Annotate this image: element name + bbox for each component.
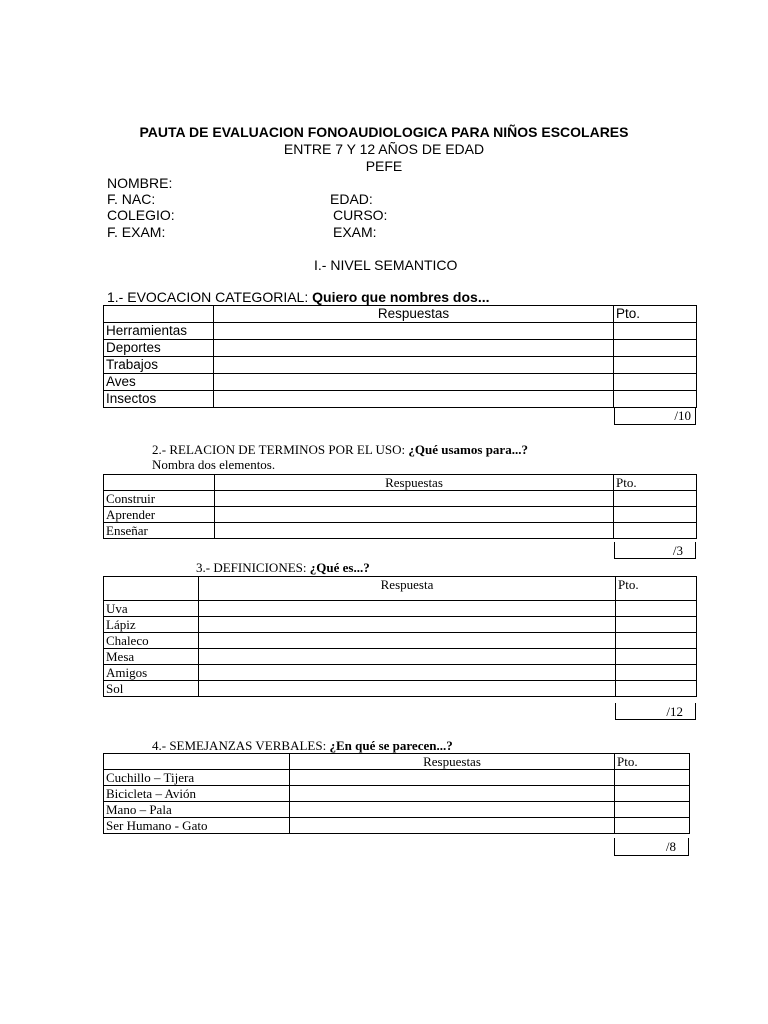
score-cell[interactable] [616,617,697,633]
answer-cell[interactable] [214,357,614,374]
document-acronym: PEFE [365,158,403,174]
score-cell[interactable] [614,523,697,539]
row-label: Uva [104,601,199,617]
s4-total: /8 [614,838,689,856]
s4-table [103,753,690,834]
s2-title [152,442,528,457]
s2-title-bold: ¿Qué usamos para...? [408,442,528,457]
header-pto: Pto. [614,306,697,323]
table-row [104,340,697,357]
field-fexam: F. EXAM: [107,224,166,240]
answer-cell[interactable] [290,786,615,802]
table-row [104,802,690,818]
s4-title-plain: 4.- SEMEJANZAS VERBALES: [152,738,330,753]
s1-title-plain: 1.- EVOCACION CATEGORIAL: [107,289,313,305]
field-colegio: COLEGIO: [107,207,175,223]
row-label: Cuchillo – Tijera [104,770,290,786]
row-label: Lápiz [104,617,199,633]
score-cell[interactable] [616,601,697,617]
score-cell[interactable] [614,391,697,408]
table-row [104,323,697,340]
document-subtitle: ENTRE 7 Y 12 AÑOS DE EDAD [283,141,485,157]
document-title: PAUTA DE EVALUACION FONOAUDIOLOGICA PARA NIÑOS ESCOLARES [139,124,629,140]
s2-table [103,474,697,539]
score-cell[interactable] [615,802,690,818]
table-row [104,491,697,507]
header-pto: Pto. [616,577,697,601]
answer-cell[interactable] [214,323,614,340]
answer-cell[interactable] [199,601,616,617]
s4-title [152,738,453,753]
header-blank-cell [104,306,214,323]
answer-cell[interactable] [214,340,614,357]
score-cell[interactable] [616,681,697,697]
score-cell[interactable] [614,340,697,357]
row-label: Bicicleta – Avión [104,786,290,802]
header-respuesta: Respuesta [199,577,616,601]
answer-cell[interactable] [290,802,615,818]
table-row [104,786,690,802]
answer-cell[interactable] [199,633,616,649]
header-blank-cell [104,577,199,601]
score-cell[interactable] [615,818,690,834]
table-row [104,617,697,633]
table-row [104,770,690,786]
row-label: Ser Humano - Gato [104,818,290,834]
answer-cell[interactable] [290,818,615,834]
field-curso: CURSO: [333,207,388,223]
s3-table [103,576,697,697]
table-row [104,818,690,834]
answer-cell[interactable] [214,391,614,408]
answer-cell[interactable] [199,681,616,697]
table-row [104,357,697,374]
header-respuestas: Respuestas [215,475,614,491]
field-edad: EDAD: [330,191,373,207]
row-label: Enseñar [104,523,215,539]
answer-cell[interactable] [199,665,616,681]
score-cell[interactable] [614,357,697,374]
answer-cell[interactable] [215,491,614,507]
row-label: Deportes [104,340,214,357]
header-respuestas: Respuestas [290,754,615,770]
table-row [104,523,697,539]
row-label: Sol [104,681,199,697]
score-cell[interactable] [614,323,697,340]
table-row [104,633,697,649]
row-label: Herramientas [104,323,214,340]
table-header-row [104,577,697,601]
score-cell[interactable] [616,649,697,665]
s3-title-plain: 3.- DEFINICIONES: [196,560,310,575]
header-pto: Pto. [615,754,690,770]
field-nombre: NOMBRE: [107,175,173,191]
table-row [104,374,697,391]
section-title: I.- NIVEL SEMANTICO [314,257,458,273]
row-label: Mesa [104,649,199,665]
header-respuestas: Respuestas [214,306,614,323]
table-header-row [104,306,697,323]
table-row [104,665,697,681]
row-label: Aprender [104,507,215,523]
s1-title [107,289,489,305]
s4-title-bold: ¿En qué se parecen...? [329,738,453,753]
header-pto: Pto. [614,475,697,491]
s1-title-bold: Quiero que nombres dos... [312,289,490,305]
row-label: Mano – Pala [104,802,290,818]
table-row [104,507,697,523]
field-exam: EXAM: [333,224,377,240]
answer-cell[interactable] [214,374,614,391]
header-blank-cell [104,754,290,770]
score-cell[interactable] [614,507,697,523]
answer-cell[interactable] [215,507,614,523]
row-label: Trabajos [104,357,214,374]
row-label: Amigos [104,665,199,681]
score-cell[interactable] [616,665,697,681]
score-cell[interactable] [615,786,690,802]
table-row [104,681,697,697]
table-header-row [104,475,697,491]
row-label: Aves [104,374,214,391]
row-label: Construir [104,491,215,507]
s3-title-bold: ¿Qué es...? [309,560,370,575]
score-cell[interactable] [615,770,690,786]
s2-subtitle: Nombra dos elementos. [152,457,276,472]
table-row [104,649,697,665]
table-header-row [104,754,690,770]
s2-total: /3 [614,542,696,559]
score-cell[interactable] [616,633,697,649]
s3-title [196,560,370,575]
score-cell[interactable] [614,374,697,391]
answer-cell[interactable] [215,523,614,539]
answer-cell[interactable] [290,770,615,786]
answer-cell[interactable] [199,649,616,665]
s1-total: /10 [614,407,696,425]
row-label: Chaleco [104,633,199,649]
s1-table [103,305,697,408]
row-label: Insectos [104,391,214,408]
table-row [104,391,697,408]
answer-cell[interactable] [199,617,616,633]
score-cell[interactable] [614,491,697,507]
header-blank-cell [104,475,215,491]
field-fnac: F. NAC: [107,191,156,207]
table-row [104,601,697,617]
s3-total: /12 [615,703,696,720]
s2-title-plain: 2.- RELACION DE TERMINOS POR EL USO: [152,442,409,457]
